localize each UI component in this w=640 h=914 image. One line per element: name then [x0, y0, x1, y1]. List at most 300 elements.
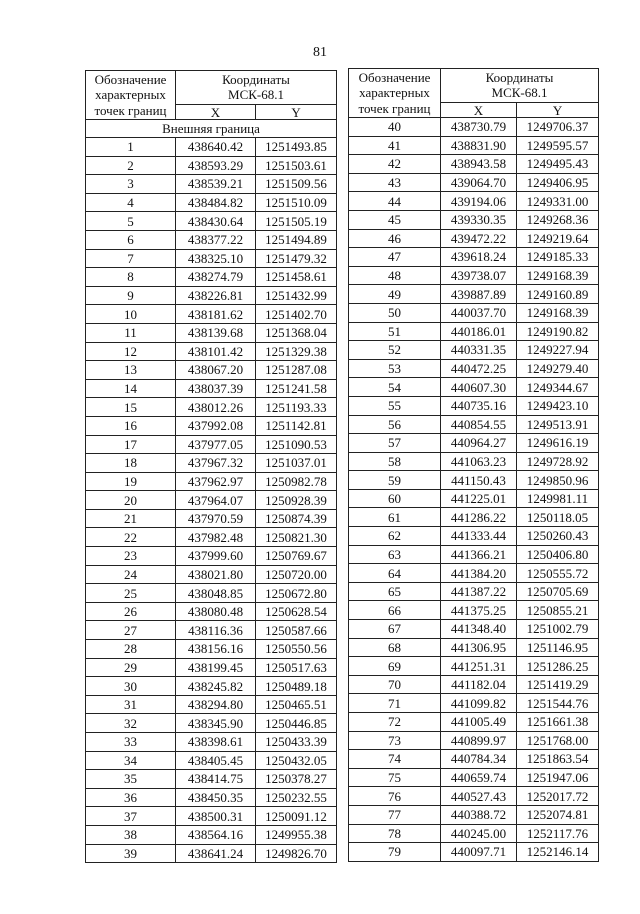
point-number: 37 — [86, 807, 176, 826]
table-row — [86, 491, 337, 510]
table-row — [86, 342, 337, 361]
x-coordinate: 438414.75 — [176, 770, 256, 789]
coordinates-table-left — [85, 70, 337, 863]
table-row — [86, 193, 337, 212]
table-row — [349, 229, 599, 248]
x-coordinate: 438345.90 — [176, 714, 256, 733]
x-coordinate: 440186.01 — [441, 322, 517, 341]
point-number: 31 — [86, 695, 176, 714]
x-coordinate: 440607.30 — [441, 378, 517, 397]
point-number: 4 — [86, 193, 176, 212]
y-coordinate: 1250433.39 — [256, 733, 337, 752]
y-coordinate: 1249850.96 — [517, 471, 599, 490]
coordinates-header: Координаты МСК-68.1 — [441, 69, 599, 103]
x-coordinate: 440784.34 — [441, 750, 517, 769]
table-row — [349, 173, 599, 192]
x-coordinate: 439472.22 — [441, 229, 517, 248]
table-row — [349, 527, 599, 546]
x-coordinate: 438593.29 — [176, 156, 256, 175]
y-coordinate: 1249268.36 — [517, 210, 599, 229]
x-coordinate: 440331.35 — [441, 341, 517, 360]
x-coordinate: 441063.23 — [441, 452, 517, 471]
table-row — [349, 713, 599, 732]
table-row — [349, 341, 599, 360]
table-row — [86, 677, 337, 696]
y-coordinate: 1251503.61 — [256, 156, 337, 175]
x-coordinate: 440964.27 — [441, 434, 517, 453]
point-number: 9 — [86, 286, 176, 305]
x-coordinate: 441306.95 — [441, 638, 517, 657]
y-coordinate: 1250769.67 — [256, 547, 337, 566]
table-row — [349, 805, 599, 824]
x-coordinate: 441099.82 — [441, 694, 517, 713]
y-coordinate: 1250091.12 — [256, 807, 337, 826]
table-row — [86, 584, 337, 603]
table-row — [86, 472, 337, 491]
coordinates-header: Координаты МСК-68.1 — [176, 71, 337, 105]
point-number: 61 — [349, 508, 441, 527]
point-number: 57 — [349, 434, 441, 453]
y-coordinate: 1250489.18 — [256, 677, 337, 696]
table-row — [86, 770, 337, 789]
point-number: 39 — [86, 844, 176, 863]
x-coordinate: 440854.55 — [441, 415, 517, 434]
point-number: 59 — [349, 471, 441, 490]
y-coordinate: 1251002.79 — [517, 620, 599, 639]
table-row — [349, 322, 599, 341]
y-coordinate: 1250378.27 — [256, 770, 337, 789]
y-coordinate: 1249955.38 — [256, 825, 337, 844]
y-coordinate: 1251287.08 — [256, 361, 337, 380]
x-coordinate: 438012.26 — [176, 398, 256, 417]
y-coordinate: 1250260.43 — [517, 527, 599, 546]
x-coordinate: 439330.35 — [441, 210, 517, 229]
table-row — [349, 731, 599, 750]
table-row — [86, 454, 337, 473]
table-row — [86, 528, 337, 547]
x-coordinate: 441182.04 — [441, 675, 517, 694]
table-row — [349, 285, 599, 304]
point-number: 18 — [86, 454, 176, 473]
table-row — [349, 824, 599, 843]
point-number: 51 — [349, 322, 441, 341]
point-number: 65 — [349, 582, 441, 601]
table-row — [86, 268, 337, 287]
x-coordinate: 438021.80 — [176, 565, 256, 584]
point-number: 43 — [349, 173, 441, 192]
x-coordinate: 441333.44 — [441, 527, 517, 546]
x-coordinate: 440527.43 — [441, 787, 517, 806]
point-number: 11 — [86, 323, 176, 342]
table-row — [349, 657, 599, 676]
x-coordinate: 438430.64 — [176, 212, 256, 231]
x-coordinate: 438564.16 — [176, 825, 256, 844]
point-number: 35 — [86, 770, 176, 789]
x-coordinate: 437992.08 — [176, 416, 256, 435]
point-number: 72 — [349, 713, 441, 732]
point-number: 23 — [86, 547, 176, 566]
coordinates-table-right — [348, 68, 599, 862]
table-row — [349, 266, 599, 285]
x-coordinate: 438484.82 — [176, 193, 256, 212]
table-row — [86, 398, 337, 417]
table-row — [86, 547, 337, 566]
table-row — [86, 509, 337, 528]
x-coordinate: 441150.43 — [441, 471, 517, 490]
table-row — [86, 323, 337, 342]
point-number: 75 — [349, 768, 441, 787]
x-coordinate: 441348.40 — [441, 620, 517, 639]
y-coordinate: 1249728.92 — [517, 452, 599, 471]
x-coordinate: 438116.36 — [176, 621, 256, 640]
table-row — [86, 565, 337, 584]
x-coordinate: 441005.49 — [441, 713, 517, 732]
x-coordinate: 438500.31 — [176, 807, 256, 826]
point-number: 3 — [86, 175, 176, 194]
y-coordinate: 1251947.06 — [517, 768, 599, 787]
point-number: 21 — [86, 509, 176, 528]
table-row — [349, 359, 599, 378]
point-number: 16 — [86, 416, 176, 435]
point-number: 58 — [349, 452, 441, 471]
y-coordinate: 1251329.38 — [256, 342, 337, 361]
y-coordinate: 1249406.95 — [517, 173, 599, 192]
x-coordinate: 438101.42 — [176, 342, 256, 361]
point-number: 24 — [86, 565, 176, 584]
y-coordinate: 1249513.91 — [517, 415, 599, 434]
point-number: 1 — [86, 138, 176, 157]
table-row — [86, 175, 337, 194]
table-row — [349, 452, 599, 471]
x-coordinate: 438048.85 — [176, 584, 256, 603]
table-row — [349, 768, 599, 787]
y-coordinate: 1250672.80 — [256, 584, 337, 603]
x-coordinate: 439194.06 — [441, 192, 517, 211]
point-number: 32 — [86, 714, 176, 733]
point-number: 52 — [349, 341, 441, 360]
point-number: 6 — [86, 230, 176, 249]
y-coordinate: 1251768.00 — [517, 731, 599, 750]
x-coordinate: 441366.21 — [441, 545, 517, 564]
table-row — [349, 415, 599, 434]
point-number: 28 — [86, 640, 176, 659]
point-number: 44 — [349, 192, 441, 211]
y-coordinate: 1251458.61 — [256, 268, 337, 287]
y-coordinate: 1252074.81 — [517, 805, 599, 824]
y-coordinate: 1251402.70 — [256, 305, 337, 324]
y-coordinate: 1251863.54 — [517, 750, 599, 769]
x-coordinate: 438398.61 — [176, 733, 256, 752]
y-coordinate: 1251286.25 — [517, 657, 599, 676]
point-number: 12 — [86, 342, 176, 361]
y-coordinate: 1251419.29 — [517, 675, 599, 694]
table-row — [86, 807, 337, 826]
y-coordinate: 1250232.55 — [256, 788, 337, 807]
x-coordinate: 438539.21 — [176, 175, 256, 194]
point-number: 73 — [349, 731, 441, 750]
y-coordinate: 1250982.78 — [256, 472, 337, 491]
table-row — [86, 249, 337, 268]
y-coordinate: 1249185.33 — [517, 248, 599, 267]
y-coordinate: 1251193.33 — [256, 398, 337, 417]
x-coordinate: 440659.74 — [441, 768, 517, 787]
y-coordinate: 1250855.21 — [517, 601, 599, 620]
x-coordinate: 437977.05 — [176, 435, 256, 454]
x-coordinate: 438450.35 — [176, 788, 256, 807]
y-coordinate: 1249168.39 — [517, 303, 599, 322]
x-coordinate: 440899.97 — [441, 731, 517, 750]
table-row — [86, 640, 337, 659]
point-number: 5 — [86, 212, 176, 231]
table-row — [86, 138, 337, 157]
point-number: 47 — [349, 248, 441, 267]
x-coordinate: 437999.60 — [176, 547, 256, 566]
table-row — [349, 620, 599, 639]
y-coordinate: 1250874.39 — [256, 509, 337, 528]
table-row — [86, 844, 337, 863]
y-coordinate: 1250705.69 — [517, 582, 599, 601]
point-number: 53 — [349, 359, 441, 378]
point-number: 64 — [349, 564, 441, 583]
table-row — [349, 118, 599, 137]
x-coordinate: 439887.89 — [441, 285, 517, 304]
table-row — [349, 694, 599, 713]
x-coordinate: 437967.32 — [176, 454, 256, 473]
point-number: 19 — [86, 472, 176, 491]
table-row — [86, 305, 337, 324]
y-coordinate: 1250517.63 — [256, 658, 337, 677]
x-coordinate: 440245.00 — [441, 824, 517, 843]
table-row — [349, 787, 599, 806]
point-number: 13 — [86, 361, 176, 380]
y-coordinate: 1249227.94 — [517, 341, 599, 360]
table-row — [86, 602, 337, 621]
x-coordinate: 440472.25 — [441, 359, 517, 378]
point-number: 2 — [86, 156, 176, 175]
point-number: 33 — [86, 733, 176, 752]
x-coordinate: 438139.68 — [176, 323, 256, 342]
y-coordinate: 1250628.54 — [256, 602, 337, 621]
point-number: 69 — [349, 657, 441, 676]
point-number: 29 — [86, 658, 176, 677]
point-number: 63 — [349, 545, 441, 564]
table-row — [349, 564, 599, 583]
y-coordinate: 1251509.56 — [256, 175, 337, 194]
table-row — [349, 136, 599, 155]
table-row — [86, 825, 337, 844]
table-body-left — [86, 138, 337, 863]
x-coordinate: 438325.10 — [176, 249, 256, 268]
point-number: 48 — [349, 266, 441, 285]
page-number: 81 — [313, 45, 327, 60]
x-coordinate: 440097.71 — [441, 843, 517, 862]
x-coordinate: 439738.07 — [441, 266, 517, 285]
y-coordinate: 1251146.95 — [517, 638, 599, 657]
y-coordinate: 1249168.39 — [517, 266, 599, 285]
y-coordinate: 1251493.85 — [256, 138, 337, 157]
y-coordinate: 1249423.10 — [517, 396, 599, 415]
y-coordinate: 1250118.05 — [517, 508, 599, 527]
table-row — [86, 658, 337, 677]
table-row — [349, 303, 599, 322]
y-coordinate: 1250432.05 — [256, 751, 337, 770]
x-coordinate: 441251.31 — [441, 657, 517, 676]
table-row — [349, 750, 599, 769]
y-coordinate: 1249331.00 — [517, 192, 599, 211]
table-row — [86, 156, 337, 175]
section-title: Внешняя граница — [86, 120, 337, 138]
x-coordinate: 438199.45 — [176, 658, 256, 677]
point-number: 79 — [349, 843, 441, 862]
y-coordinate: 1251090.53 — [256, 435, 337, 454]
table-row — [86, 733, 337, 752]
table-row — [349, 601, 599, 620]
table-row — [349, 489, 599, 508]
y-coordinate: 1249706.37 — [517, 118, 599, 137]
point-number: 34 — [86, 751, 176, 770]
y-coordinate: 1252146.14 — [517, 843, 599, 862]
table-row — [86, 212, 337, 231]
y-coordinate: 1251661.38 — [517, 713, 599, 732]
y-header: Y — [517, 103, 599, 118]
y-coordinate: 1249595.57 — [517, 136, 599, 155]
x-coordinate: 437964.07 — [176, 491, 256, 510]
y-coordinate: 1249279.40 — [517, 359, 599, 378]
y-coordinate: 1250550.56 — [256, 640, 337, 659]
y-coordinate: 1249495.43 — [517, 155, 599, 174]
x-coordinate: 439618.24 — [441, 248, 517, 267]
point-number: 40 — [349, 118, 441, 137]
y-coordinate: 1252117.76 — [517, 824, 599, 843]
table-row — [349, 638, 599, 657]
table-row — [349, 508, 599, 527]
table-row — [349, 545, 599, 564]
table-row — [86, 361, 337, 380]
x-coordinate: 438037.39 — [176, 379, 256, 398]
x-coordinate: 441225.01 — [441, 489, 517, 508]
y-coordinate: 1249616.19 — [517, 434, 599, 453]
point-number: 10 — [86, 305, 176, 324]
y-coordinate: 1250446.85 — [256, 714, 337, 733]
x-coordinate: 438156.16 — [176, 640, 256, 659]
x-coordinate: 438730.79 — [441, 118, 517, 137]
x-header: X — [441, 103, 517, 118]
point-number: 78 — [349, 824, 441, 843]
table-row — [349, 582, 599, 601]
y-coordinate: 1249160.89 — [517, 285, 599, 304]
point-number: 55 — [349, 396, 441, 415]
x-coordinate: 439064.70 — [441, 173, 517, 192]
table-row — [349, 210, 599, 229]
y-coordinate: 1251544.76 — [517, 694, 599, 713]
point-number: 7 — [86, 249, 176, 268]
point-number: 14 — [86, 379, 176, 398]
y-coordinate: 1252017.72 — [517, 787, 599, 806]
x-coordinate: 438641.24 — [176, 844, 256, 863]
point-number: 54 — [349, 378, 441, 397]
x-coordinate: 438640.42 — [176, 138, 256, 157]
point-number: 74 — [349, 750, 441, 769]
point-number: 41 — [349, 136, 441, 155]
y-coordinate: 1249826.70 — [256, 844, 337, 863]
y-coordinate: 1249344.67 — [517, 378, 599, 397]
point-number: 67 — [349, 620, 441, 639]
table-body-right — [349, 118, 599, 862]
table-row — [349, 155, 599, 174]
y-coordinate: 1251432.99 — [256, 286, 337, 305]
x-coordinate: 438080.48 — [176, 602, 256, 621]
y-coordinate: 1251368.04 — [256, 323, 337, 342]
table-row — [86, 286, 337, 305]
x-coordinate: 438181.62 — [176, 305, 256, 324]
point-number: 15 — [86, 398, 176, 417]
table-row — [349, 471, 599, 490]
x-coordinate: 438226.81 — [176, 286, 256, 305]
point-designation-header: Обозначение характерных точек границ — [349, 69, 441, 118]
point-designation-header: Обозначение характерных точек границ — [86, 71, 176, 120]
x-coordinate: 438067.20 — [176, 361, 256, 380]
x-coordinate: 438377.22 — [176, 230, 256, 249]
table-row — [86, 621, 337, 640]
x-coordinate: 438831.90 — [441, 136, 517, 155]
x-coordinate: 440735.16 — [441, 396, 517, 415]
x-coordinate: 441387.22 — [441, 582, 517, 601]
point-number: 71 — [349, 694, 441, 713]
point-number: 46 — [349, 229, 441, 248]
x-coordinate: 438294.80 — [176, 695, 256, 714]
table-row — [86, 230, 337, 249]
x-coordinate: 441375.25 — [441, 601, 517, 620]
y-coordinate: 1251505.19 — [256, 212, 337, 231]
point-number: 66 — [349, 601, 441, 620]
x-header: X — [176, 105, 256, 120]
point-number: 77 — [349, 805, 441, 824]
x-coordinate: 437982.48 — [176, 528, 256, 547]
point-number: 30 — [86, 677, 176, 696]
y-coordinate: 1250587.66 — [256, 621, 337, 640]
x-coordinate: 438245.82 — [176, 677, 256, 696]
table-row — [86, 788, 337, 807]
point-number: 68 — [349, 638, 441, 657]
table-row — [86, 751, 337, 770]
y-coordinate: 1249981.11 — [517, 489, 599, 508]
table-row — [349, 378, 599, 397]
y-coordinate: 1250928.39 — [256, 491, 337, 510]
point-number: 45 — [349, 210, 441, 229]
y-coordinate: 1251142.81 — [256, 416, 337, 435]
point-number: 60 — [349, 489, 441, 508]
point-number: 20 — [86, 491, 176, 510]
x-coordinate: 438943.58 — [441, 155, 517, 174]
table-row — [86, 435, 337, 454]
table-row — [349, 248, 599, 267]
x-coordinate: 440388.72 — [441, 805, 517, 824]
x-coordinate: 438405.45 — [176, 751, 256, 770]
table-row — [86, 416, 337, 435]
x-coordinate: 441286.22 — [441, 508, 517, 527]
y-coordinate: 1250465.51 — [256, 695, 337, 714]
y-coordinate: 1251479.32 — [256, 249, 337, 268]
x-coordinate: 438274.79 — [176, 268, 256, 287]
table-row — [349, 434, 599, 453]
point-number: 49 — [349, 285, 441, 304]
point-number: 22 — [86, 528, 176, 547]
point-number: 17 — [86, 435, 176, 454]
x-coordinate: 437970.59 — [176, 509, 256, 528]
x-coordinate: 437962.97 — [176, 472, 256, 491]
y-coordinate: 1250555.72 — [517, 564, 599, 583]
table-row — [86, 695, 337, 714]
